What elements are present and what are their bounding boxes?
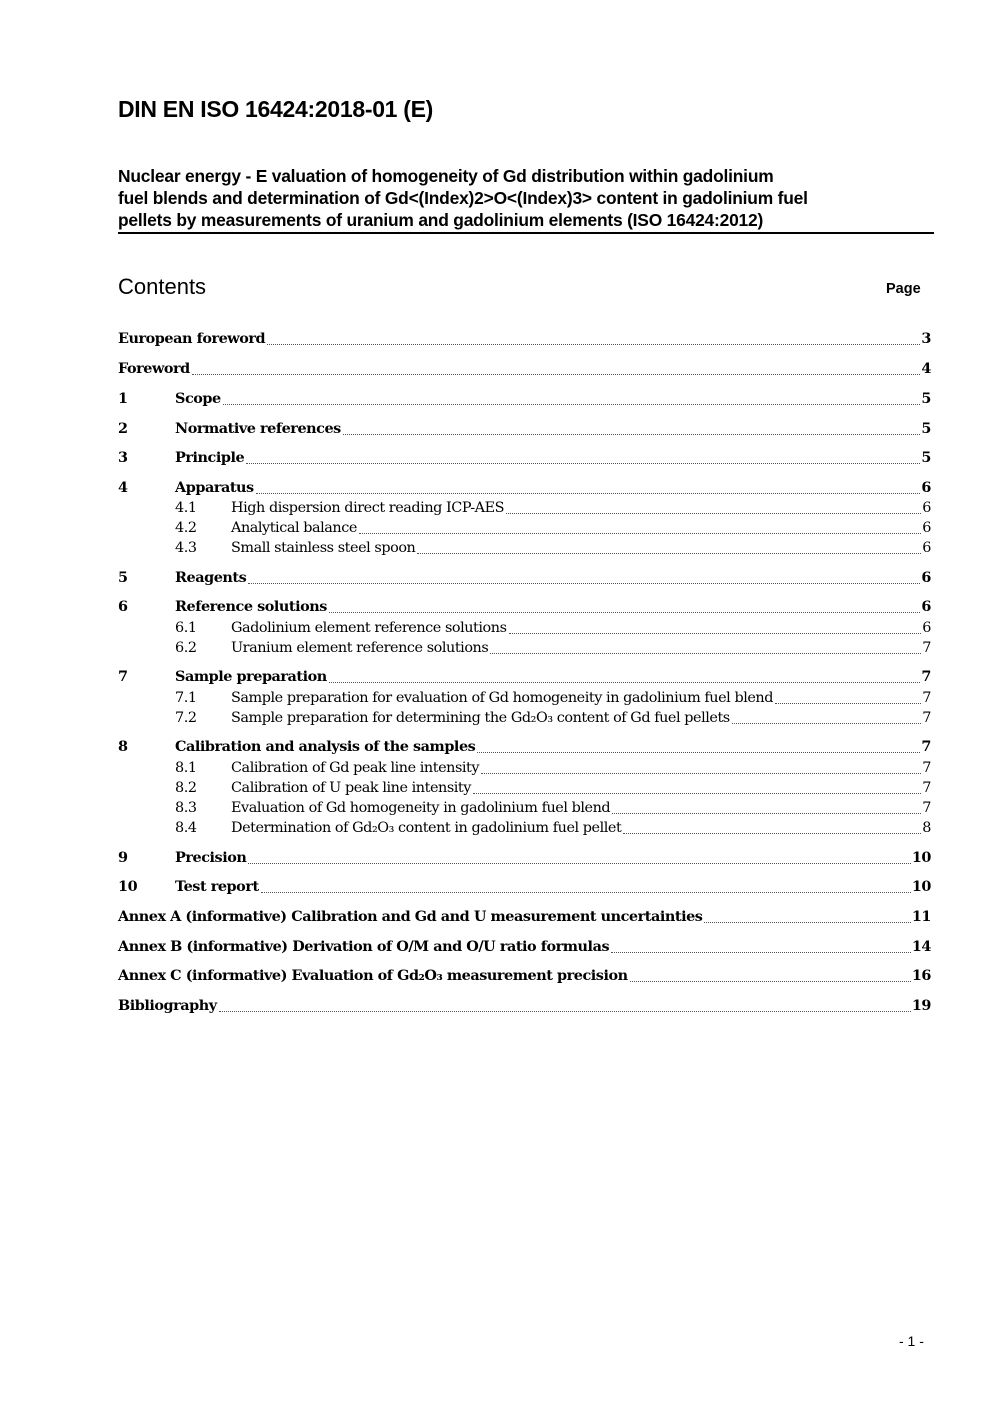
toc-entry[interactable] <box>118 996 931 1016</box>
dot-leader <box>417 552 921 554</box>
toc-entry[interactable] <box>118 877 931 897</box>
toc-entry-number: 3 <box>118 449 128 466</box>
toc-entry-number: 7.2 <box>175 710 197 726</box>
toc-entry-number: 6.1 <box>175 620 197 636</box>
dot-leader <box>261 891 911 893</box>
toc-entry[interactable] <box>118 498 931 518</box>
toc-entry-number: 5 <box>118 569 128 586</box>
toc-entry-number: 10 <box>118 878 138 895</box>
dot-leader <box>223 403 921 405</box>
toc-entry-label: Sample preparation for evaluation of Gd homogeneity in gadolinium fuel blend <box>231 690 774 706</box>
toc-entry-number: 4.1 <box>175 500 197 516</box>
dot-leader <box>248 862 910 864</box>
toc-entry-label: Evaluation of Gd homogeneity in gadolinium fuel blend <box>231 800 611 816</box>
toc-entry-label: Reagents <box>175 569 247 586</box>
toc-entry-label: Apparatus <box>175 479 254 496</box>
dot-leader <box>248 582 920 584</box>
toc-entry-page: 7 <box>922 710 931 726</box>
toc-entry[interactable] <box>118 937 931 957</box>
toc-entry-page: 14 <box>911 938 931 955</box>
toc-entry[interactable] <box>118 907 931 927</box>
toc-entry-page: 6 <box>922 540 931 556</box>
toc-entry[interactable] <box>118 419 931 439</box>
toc-entry[interactable] <box>118 667 931 687</box>
page-column-label: Page <box>886 281 921 297</box>
toc-entry[interactable] <box>118 568 931 588</box>
dot-leader <box>477 751 920 753</box>
toc-entry-page: 7 <box>922 690 931 706</box>
toc-entry-label: Analytical balance <box>231 520 357 536</box>
toc-entry-number: 8.4 <box>175 820 197 836</box>
toc-entry-label: European foreword <box>118 330 266 347</box>
dot-leader <box>246 462 920 464</box>
toc-entry[interactable] <box>118 758 931 778</box>
toc-entry-label: Foreword <box>118 360 190 377</box>
toc-entry-label: Precision <box>175 849 247 866</box>
toc-entry-number: 2 <box>118 420 128 437</box>
toc-entry[interactable] <box>118 448 931 468</box>
toc-entry[interactable] <box>118 818 931 838</box>
dot-leader <box>611 951 911 953</box>
toc-entry-page: 6 <box>921 598 931 615</box>
toc-entry[interactable] <box>118 618 931 638</box>
dot-leader <box>509 632 922 634</box>
toc-entry-page: 5 <box>921 390 931 407</box>
document-title <box>118 165 934 234</box>
toc-entry-page: 7 <box>922 640 931 656</box>
toc-entry-label: Test report <box>175 878 259 895</box>
toc-entry[interactable] <box>118 966 931 986</box>
page-number: - 1 - <box>899 1333 924 1349</box>
toc-entry[interactable] <box>118 798 931 818</box>
toc-entry-label: Annex A (informative) Calibration and Gd and U measurement uncertainties <box>118 908 703 925</box>
toc-entry-label: Principle <box>175 449 245 466</box>
toc-entry-number: 7.1 <box>175 690 197 706</box>
title-line: fuel blends and determination of Gd<(Index)2>O<(Index)3> content in gadolinium fuel <box>118 188 808 208</box>
toc-entry-number: 4 <box>118 479 128 496</box>
toc-entry-label: Small stainless steel spoon <box>231 540 416 556</box>
toc-entry-label: Calibration and analysis of the samples <box>175 738 476 755</box>
toc-entry-number: 6 <box>118 598 128 615</box>
title-line: pellets by measurements of uranium and gadolinium elements (ISO 16424:2012) <box>118 210 764 230</box>
toc-entry-number: 4.2 <box>175 520 197 536</box>
toc-entry[interactable] <box>118 389 931 409</box>
toc-entry-page: 6 <box>921 569 931 586</box>
toc-entry-page: 16 <box>911 967 931 984</box>
toc-entry-label: Determination of Gd₂O₃ content in gadolinium fuel pellet <box>231 820 622 836</box>
toc-entry-page: 7 <box>922 780 931 796</box>
toc-entry-number: 8.2 <box>175 780 197 796</box>
toc-entry[interactable] <box>118 359 931 379</box>
toc-entry-page: 10 <box>911 878 931 895</box>
toc-entry-page: 8 <box>922 820 931 836</box>
dot-leader <box>630 980 911 982</box>
toc-entry-page: 6 <box>922 620 931 636</box>
toc-entry-number: 4.3 <box>175 540 197 556</box>
toc-entry-label: Uranium element reference solutions <box>231 640 489 656</box>
toc-entry[interactable] <box>118 638 931 658</box>
toc-entry-number: 1 <box>118 390 128 407</box>
dot-leader <box>329 681 921 683</box>
toc-entry[interactable] <box>118 329 931 349</box>
toc-entry-label: Annex C (informative) Evaluation of Gd₂O₃ measurement precision <box>118 967 628 984</box>
toc-entry-page: 7 <box>921 738 931 755</box>
toc-entry-number: 8.1 <box>175 760 197 776</box>
toc-entry-number: 7 <box>118 668 128 685</box>
toc-entry-number: 8.3 <box>175 800 197 816</box>
toc-entry-label: Sample preparation <box>175 668 327 685</box>
toc-entry-number: 8 <box>118 738 128 755</box>
toc-entry[interactable] <box>118 778 931 798</box>
toc-entry-page: 6 <box>922 500 931 516</box>
toc-entry-number: 9 <box>118 849 128 866</box>
toc-entry-label: Bibliography <box>118 997 217 1014</box>
toc-entry[interactable] <box>118 848 931 868</box>
dot-leader <box>490 652 921 654</box>
toc-entry-page: 4 <box>921 360 931 377</box>
toc-entry-page: 7 <box>922 760 931 776</box>
toc-entry-label: Gadolinium element reference solutions <box>231 620 507 636</box>
toc-entry-label: Calibration of U peak line intensity <box>231 780 471 796</box>
toc-entry-label: Annex B (informative) Derivation of O/M and O/U ratio formulas <box>118 938 610 955</box>
dot-leader <box>267 343 920 345</box>
toc-entry-page: 5 <box>921 449 931 466</box>
toc-entry-page: 11 <box>911 908 931 925</box>
dot-leader <box>623 832 921 834</box>
toc-entry-page: 6 <box>922 520 931 536</box>
toc-entry-page: 3 <box>921 330 931 347</box>
toc-entry-label: Reference solutions <box>175 598 327 615</box>
toc-entry[interactable] <box>118 597 931 617</box>
document-id: DIN EN ISO 16424:2018-01 (E) <box>118 96 434 122</box>
toc-entry[interactable] <box>118 737 931 757</box>
toc-entry[interactable] <box>118 478 931 498</box>
dot-leader <box>256 492 921 494</box>
toc-entry-label: High dispersion direct reading ICP-AES <box>231 500 505 516</box>
toc-entry[interactable] <box>118 708 931 728</box>
toc-entry-number: 6.2 <box>175 640 197 656</box>
toc-entry-label: Normative references <box>175 420 341 437</box>
dot-leader <box>359 532 921 534</box>
dot-leader <box>704 921 910 923</box>
dot-leader <box>192 373 921 375</box>
toc-entry-label: Sample preparation for determining the Gd₂O₃ content of Gd fuel pellets <box>231 710 730 726</box>
toc-entry-page: 5 <box>921 420 931 437</box>
dot-leader <box>473 792 921 794</box>
toc-entry-page: 19 <box>911 997 931 1014</box>
toc-entry-label: Calibration of Gd peak line intensity <box>231 760 480 776</box>
toc-entry[interactable] <box>118 688 931 708</box>
contents-heading: Contents <box>118 274 207 299</box>
toc-entry-label: Scope <box>175 390 221 407</box>
toc-entry[interactable] <box>118 538 931 558</box>
dot-leader <box>343 433 921 435</box>
title-line: Nuclear energy - E valuation of homogeneity of Gd distribution within gadolinium <box>118 166 774 186</box>
dot-leader <box>775 702 921 704</box>
toc-entry-page: 7 <box>922 800 931 816</box>
dot-leader <box>732 722 922 724</box>
dot-leader <box>506 512 921 514</box>
toc-entry-page: 6 <box>921 479 931 496</box>
dot-leader <box>329 611 920 613</box>
dot-leader <box>481 772 921 774</box>
toc-entry-page: 7 <box>921 668 931 685</box>
toc-entry[interactable] <box>118 518 931 538</box>
dot-leader <box>612 812 921 814</box>
toc-entry-page: 10 <box>911 849 931 866</box>
dot-leader <box>219 1010 911 1012</box>
